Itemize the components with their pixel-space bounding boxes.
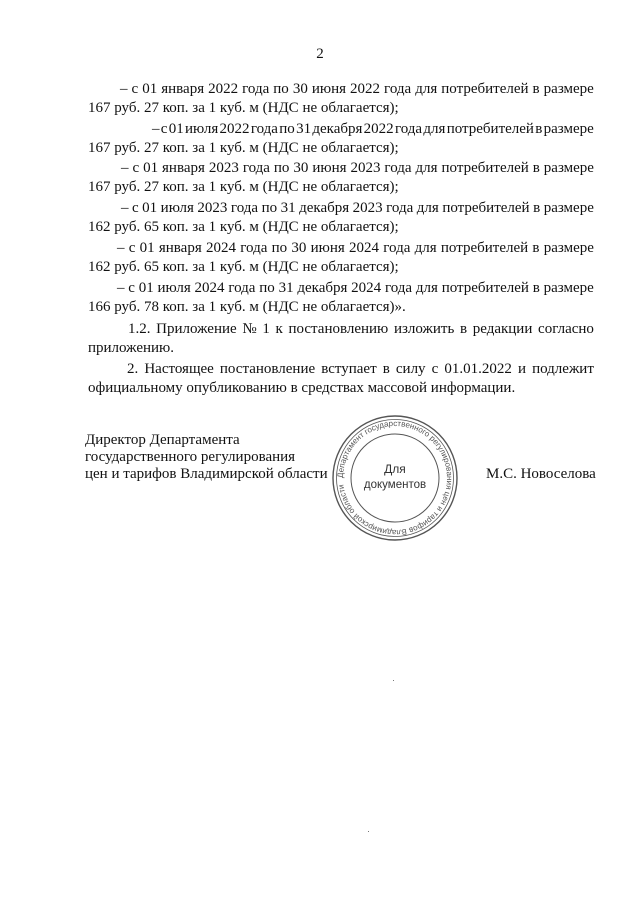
- stamp-inner-ring: [351, 434, 439, 522]
- word: года: [240, 240, 268, 256]
- word: июня: [312, 160, 347, 176]
- paragraph-line2: официальному опубликованию в средствах массовой информации.: [88, 380, 516, 396]
- word: года: [230, 200, 259, 216]
- word: декабря: [297, 280, 348, 296]
- word: 2022: [350, 81, 381, 97]
- word: 01: [168, 121, 184, 137]
- word: 2024: [194, 280, 225, 296]
- word: года: [242, 81, 270, 97]
- tariff-item: [88, 80, 594, 118]
- word: размере: [543, 240, 594, 256]
- tariff-item-line1: [121, 199, 594, 218]
- word: по: [273, 81, 289, 97]
- word: 2022: [363, 121, 394, 137]
- word: в: [535, 121, 543, 137]
- tariff-item-line2: 166 руб. 78 коп. за 1 куб. м (НДС не облагается)».: [88, 299, 406, 315]
- word: года: [386, 200, 414, 216]
- word: потребителей: [441, 280, 529, 296]
- word: размере: [543, 121, 594, 137]
- word: потребителей: [442, 200, 530, 216]
- word: Настоящее: [144, 361, 214, 377]
- word: 31: [280, 200, 296, 216]
- tariff-item-line2: 162 руб. 65 коп. за 1 куб. м (НДС не облагается);: [88, 259, 399, 275]
- word: размере: [543, 160, 594, 176]
- word: –: [117, 280, 125, 296]
- word: редакции: [472, 321, 533, 337]
- word: по: [273, 160, 290, 176]
- scan-speck: [393, 680, 394, 681]
- word: подлежит: [532, 361, 594, 377]
- tariff-item-line2: 167 руб. 27 коп. за 1 куб. м (НДС не облагается);: [88, 179, 399, 195]
- word: января: [158, 240, 202, 256]
- word: потребителей: [446, 121, 534, 137]
- tariff-item-line1: [117, 239, 594, 258]
- word: 2024: [351, 280, 382, 296]
- word: 2023: [197, 200, 228, 216]
- tariff-item: [88, 279, 594, 317]
- word: июля: [185, 121, 219, 137]
- word: в: [532, 240, 540, 256]
- word: №: [242, 321, 257, 337]
- word: постановлению: [288, 321, 389, 337]
- word: 2023: [208, 160, 239, 176]
- paragraph-line2: приложению.: [88, 340, 175, 356]
- word: декабря: [312, 121, 363, 137]
- word: постановление: [219, 361, 316, 377]
- word: с: [132, 200, 139, 216]
- word: с: [160, 121, 168, 137]
- tariff-item-line1: [117, 279, 594, 298]
- paragraph: [88, 360, 594, 398]
- word: размере: [543, 280, 594, 296]
- word: 1: [262, 321, 270, 337]
- word: 2024: [349, 240, 379, 256]
- word: 01: [143, 160, 159, 176]
- word: размере: [543, 200, 594, 216]
- word: –: [152, 121, 160, 137]
- signer-title-line: цен и тарифов Владимирской области: [85, 466, 328, 482]
- word: для: [416, 200, 439, 216]
- word: июля: [157, 280, 191, 296]
- word: года: [384, 160, 412, 176]
- word: 2023: [350, 160, 381, 176]
- tariff-item-line2: 167 руб. 27 коп. за 1 куб. м (НДС не облагается);: [88, 100, 399, 116]
- word: для: [415, 81, 438, 97]
- word: и: [517, 361, 526, 377]
- word: по: [279, 121, 295, 137]
- tariff-item: [88, 239, 594, 277]
- paragraph: [88, 320, 594, 358]
- word: года: [250, 121, 278, 137]
- word: к: [275, 321, 283, 337]
- word: вступает: [321, 361, 377, 377]
- word: размере: [543, 81, 594, 97]
- word: 30: [293, 160, 309, 176]
- word: июня: [311, 81, 347, 97]
- paragraph-line1: [128, 320, 594, 339]
- tariff-item-line1: [120, 80, 594, 99]
- word: потребителей: [440, 240, 529, 256]
- word: 2024: [205, 240, 236, 256]
- word: года: [384, 81, 412, 97]
- word: по: [261, 200, 278, 216]
- tariff-item: [88, 159, 594, 197]
- word: для: [414, 240, 437, 256]
- word: для: [415, 160, 438, 176]
- word: 01: [139, 240, 155, 256]
- word: 30: [291, 240, 307, 256]
- word: для: [423, 121, 446, 137]
- word: года: [228, 280, 256, 296]
- word: года: [394, 121, 423, 137]
- word: с: [128, 280, 135, 296]
- word: изложить: [393, 321, 455, 337]
- word: 1.2.: [128, 321, 151, 337]
- word: с: [128, 240, 136, 256]
- word: в: [533, 200, 541, 216]
- word: в: [532, 160, 540, 176]
- word: года: [242, 160, 270, 176]
- signer-title: [85, 432, 328, 483]
- stamp-ring-text: Департамент государственного регулирования цен и тарифов Владимирской области: [335, 418, 455, 538]
- word: года: [383, 240, 411, 256]
- word: –: [117, 240, 125, 256]
- word: в: [532, 81, 540, 97]
- word: 01: [142, 200, 158, 216]
- word: в: [382, 361, 390, 377]
- word: 01: [142, 81, 158, 97]
- word: с: [431, 361, 439, 377]
- word: 2.: [127, 361, 139, 377]
- word: года: [384, 280, 413, 296]
- word: июня: [310, 240, 345, 256]
- word: 31: [296, 121, 312, 137]
- scan-speck: [368, 831, 369, 832]
- word: с: [131, 81, 139, 97]
- word: согласно: [538, 321, 594, 337]
- signer-name: М.С. Новоселова: [486, 466, 596, 482]
- word: с: [132, 160, 140, 176]
- stamp-label-line1: Для: [384, 462, 406, 476]
- word: декабря: [299, 200, 350, 216]
- tariff-item-line1: [152, 120, 594, 139]
- tariff-item-line2: 162 руб. 65 коп. за 1 куб. м (НДС не облагается);: [88, 219, 399, 235]
- word: 2023: [352, 200, 383, 216]
- word: по: [259, 280, 275, 296]
- word: по: [271, 240, 288, 256]
- word: января: [162, 160, 205, 176]
- signer-title-line: государственного регулирования: [85, 449, 296, 465]
- word: Приложение: [156, 321, 237, 337]
- tariff-item-line1: [121, 159, 594, 178]
- word: –: [121, 160, 129, 176]
- word: в: [532, 280, 540, 296]
- word: 31: [278, 280, 294, 296]
- tariff-item: [88, 199, 594, 237]
- word: января: [161, 81, 205, 97]
- signer-title-line: Директор Департамента: [85, 432, 240, 448]
- word: для: [415, 280, 438, 296]
- word: 01: [138, 280, 154, 296]
- word: силу: [395, 361, 426, 377]
- tariff-item: [88, 120, 594, 158]
- paragraph-line1: [127, 360, 594, 379]
- word: в: [459, 321, 468, 337]
- word: 01.01.2022: [444, 361, 512, 377]
- word: –: [121, 200, 129, 216]
- word: 30: [292, 81, 308, 97]
- stamp-outer-ring: [333, 416, 457, 540]
- word: июля: [160, 200, 194, 216]
- word: потребителей: [441, 160, 529, 176]
- official-stamp: [330, 413, 460, 543]
- word: –: [120, 81, 128, 97]
- stamp-label-line2: документов: [363, 479, 427, 491]
- word: 2022: [208, 81, 239, 97]
- word: потребителей: [441, 81, 529, 97]
- page-number: 2: [316, 46, 324, 62]
- word: 2022: [219, 121, 250, 137]
- tariff-item-line2: 167 руб. 27 коп. за 1 куб. м (НДС не облагается);: [88, 140, 399, 156]
